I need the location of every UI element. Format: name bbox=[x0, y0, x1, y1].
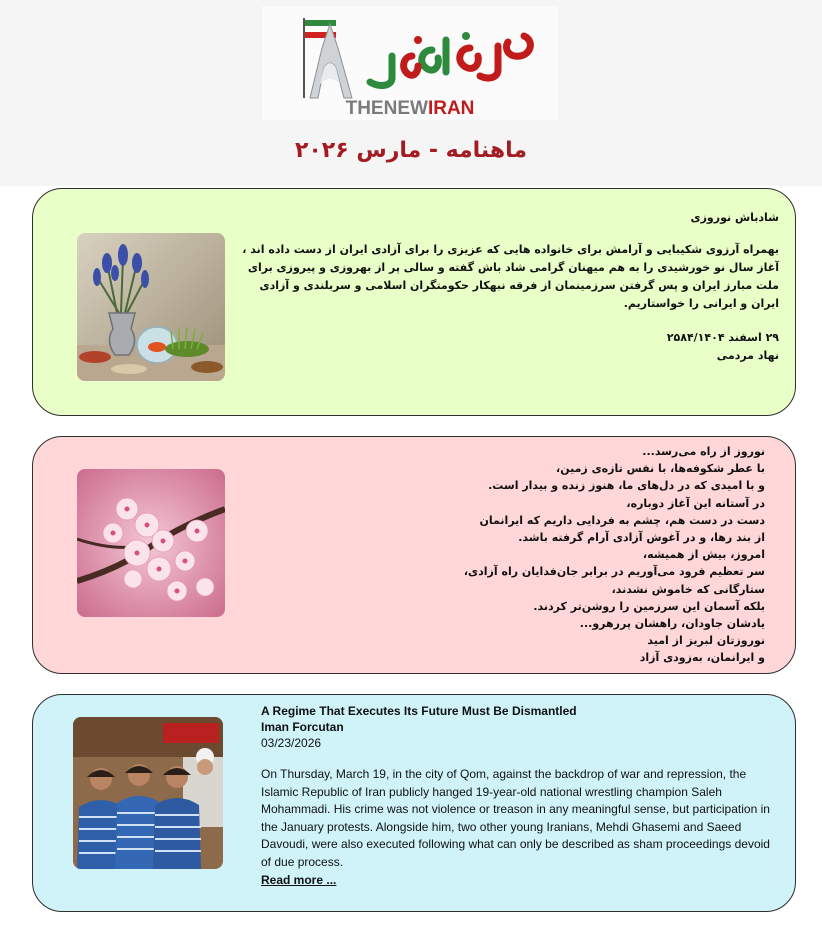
poem-line: بلکه آسمان این سرزمین را روشن‌تر کردند. bbox=[533, 599, 765, 613]
greeting-body: بهمراه آرزوی شکیبایی و آرامش برای خانواده هایی که عزیزی را برای آزادی ایران از دست داده اند ، آغاز سال نو خورشیدی را به هم میهنان گرامی شاد باش گفته و سالی پر از بهروزی و پیروزی برای ملت مبارز ایران و پس گرفتن سرزمینمان از فرقه نبهکار حکومتگران اسلامی و سربلندی و آزادی ایران و ایرانی را خواستاریم. bbox=[242, 243, 779, 310]
article-image[interactable] bbox=[73, 717, 223, 869]
cherry-blossom-illustration bbox=[77, 469, 225, 617]
courtroom-photo-illustration bbox=[73, 717, 223, 869]
issue-title: ماهنامه - مارس ۲۰۲۶ bbox=[294, 138, 528, 163]
greeting-title: شادباش نوروزی bbox=[690, 211, 779, 224]
logo-wordmark-suffix: IRAN bbox=[427, 98, 475, 119]
logo-script-mark bbox=[348, 26, 538, 96]
poem-line: از بند رها، و در آغوش آزادی آرام گرفته باشد. bbox=[518, 531, 765, 545]
greeting-date: ۲۹ اسفند ۲۵۸۴/۱۴۰۴ bbox=[666, 331, 779, 344]
poem-line: در آستانه این آغاز دوباره، bbox=[626, 496, 765, 510]
article-title[interactable]: A Regime That Executes Its Future Must Be Dismantled bbox=[261, 704, 577, 718]
poem-line: دست در دست هم، چشم به فردایی داریم که ایرانمان bbox=[479, 513, 765, 527]
poem-line: با عطر شکوفه‌ها، با نفس تازه‌ی زمین، bbox=[556, 462, 765, 476]
poem-text bbox=[245, 443, 765, 667]
article-author: Iman Forcutan bbox=[261, 720, 344, 734]
greeting-signature: نهاد مردمی bbox=[716, 349, 779, 362]
poem-line: امروز، بیش از همیشه، bbox=[642, 548, 765, 562]
logo-wordmark bbox=[262, 98, 558, 120]
poem-card bbox=[32, 436, 796, 674]
article-body: On Thursday, March 19, in the city of Qom, against the backdrop of war and repression, the Islamic Republic of Iran publicly hanged 19-year-old national wrestling champion Saleh Mohammadi. His crime was not violence or treason in any meaningful sense, but participation in the January protests. Alongside him, two other young Iranians, Mehdi Ghasemi and Saeed Davoudi, were also executed following what can only be described as sham proceedings devoid of due process. bbox=[261, 767, 770, 869]
greeting-card bbox=[32, 188, 796, 416]
read-more-link[interactable]: Read more ... bbox=[261, 873, 337, 887]
poem-line: یادشان جاودان، راهشان پررهرو... bbox=[579, 617, 765, 631]
poem-line: و با امیدی که در دل‌های ما، هنوز زنده و بیدار است. bbox=[488, 479, 765, 493]
site-logo[interactable] bbox=[262, 6, 558, 120]
article-card bbox=[32, 694, 796, 912]
cherry-blossom-image bbox=[77, 469, 225, 617]
poem-line: سر تعظیم فرود می‌آوریم در برابر جان‌فدایان راه آزادی، bbox=[463, 565, 765, 579]
poem-line: ستارگانی که خاموش نشدند، bbox=[611, 582, 765, 596]
article-text bbox=[261, 703, 781, 889]
poem-line: نوروز از راه می‌رسد... bbox=[642, 445, 765, 458]
poem-line: نوروزتان لبریز از امید bbox=[647, 634, 765, 648]
greeting-text bbox=[239, 209, 779, 365]
poem-line: و ایرانمان، به‌زودی آزاد bbox=[639, 651, 765, 665]
logo-wordmark-prefix: THENEW bbox=[345, 98, 428, 119]
article-date: 03/23/2026 bbox=[261, 736, 322, 750]
haft-seen-image bbox=[77, 233, 225, 381]
haft-seen-illustration bbox=[77, 233, 225, 381]
